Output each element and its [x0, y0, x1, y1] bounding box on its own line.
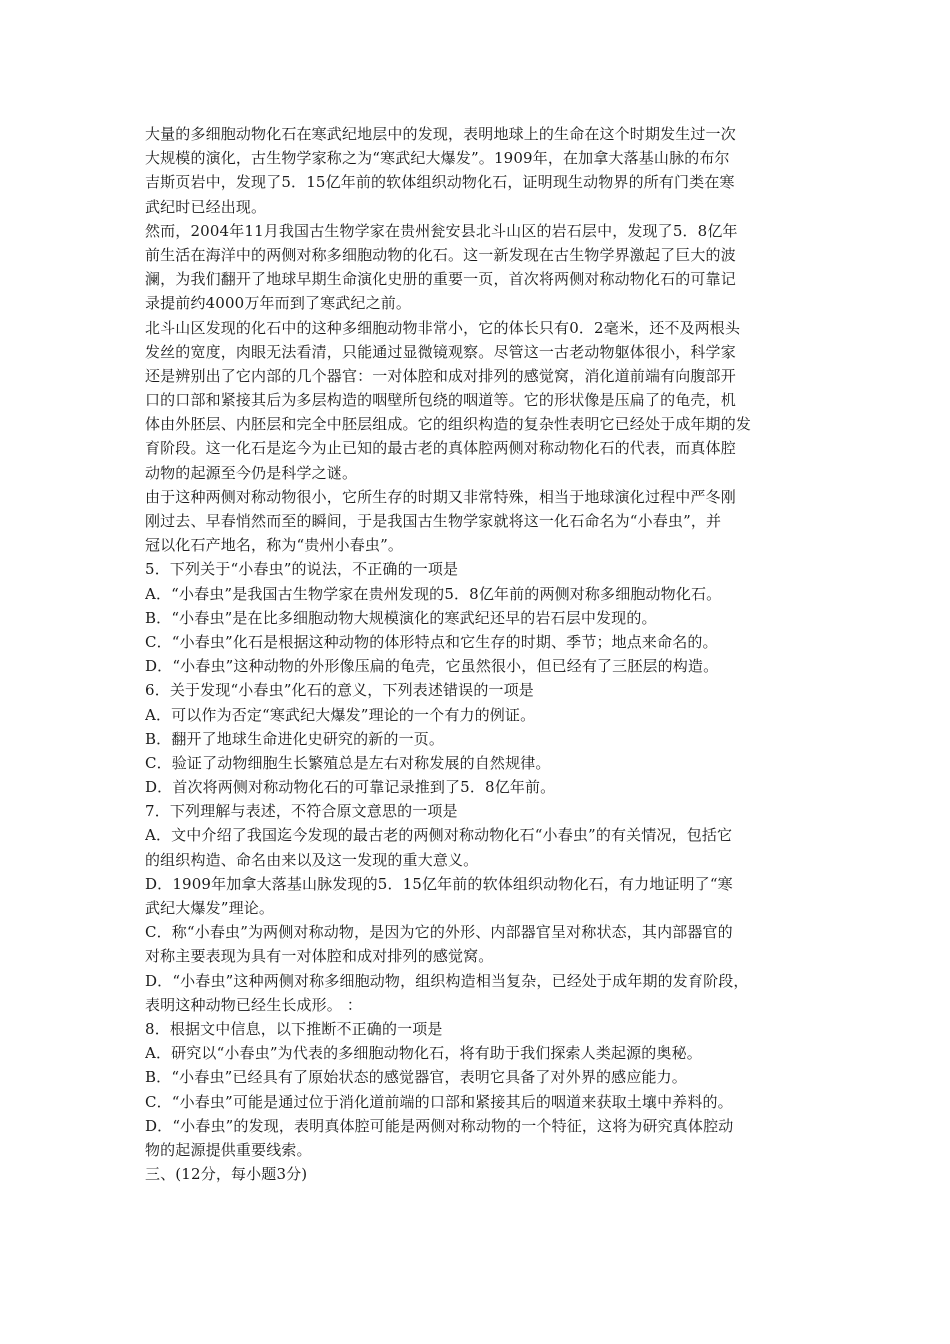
- passage-line: 北斗山区发现的化石中的这种多细胞动物非常小，它的体长只有0．2毫米，还不及两根头: [145, 318, 741, 337]
- question-7-option-d: D．“小春虫”这种两侧对称多细胞动物，组织构造相当复杂，已经处于成年期的发育阶段，: [145, 971, 749, 990]
- passage-line: 由于这种两侧对称动物很小，它所生存的时期又非常特殊，相当于地球演化过程中严冬刚: [145, 487, 736, 506]
- document-page: [145, 122, 813, 1186]
- question-8-option-d: D．“小春虫”的发现，表明真体腔可能是两侧对称动物的一个特征，这将为研究真体腔动: [145, 1116, 734, 1135]
- passage-line: 体由外胚层、内胚层和完全中胚层组成。它的组织构造的复杂性表明它已经处于成年期的发: [145, 415, 752, 434]
- passage-line: 然而，2004年11月我国古生物学家在贵州瓮安县北斗山区的岩石层中，发现了5．8亿年: [145, 221, 738, 240]
- passage-line: 刚过去、早春悄然而至的瞬间，于是我国古生物学家就将这一化石命名为“小春虫”，并: [145, 512, 722, 530]
- question-8-option-a: A．研究以“小春虫”为代表的多细胞动物化石，将有助于我们探索人类起源的奥秘。: [145, 1044, 702, 1063]
- passage-line: 大量的多细胞动物化石在寒武纪地层中的发现，表明地球上的生命在这个时期发生过一次: [145, 125, 736, 143]
- passage-line: 澜，为我们翻开了地球早期生命演化史册的重要一页，首次将两侧对称动物化石的可靠记: [145, 270, 736, 289]
- passage-line: 录提前约4000万年而到了寒武纪之前。: [145, 294, 412, 313]
- question-7-option-b: D．1909年加拿大落基山脉发现的5．15亿年前的软体组织动物化石，有力地证明了“寒: [145, 874, 733, 893]
- question-7-stem: 7．下列理解与表述，不符合原文意思的一项是: [145, 802, 458, 821]
- passage-line: 大规模的演化，古生物学家称之为“寒武纪大爆发”。1909年，在加拿大落基山脉的布尔: [145, 149, 730, 168]
- passage-line: 冠以化石产地名，称为“贵州小春虫”。: [145, 536, 404, 555]
- question-7-option-d-cont: 表明这种动物已经生长成形。 ：: [145, 995, 363, 1014]
- question-7-option-c: C．称“小春虫”为两侧对称动物，是因为它的外形、内部器官呈对称状态，其内部器官的: [145, 923, 733, 942]
- question-8-stem: 8．根据文中信息，以下推断不正确的一项是: [145, 1019, 443, 1038]
- questions: [145, 557, 813, 1186]
- question-6-option-a: A．可以作为否定“寒武纪大爆发”理论的一个有力的例证。: [145, 705, 536, 724]
- question-5-option-a: A．“小春虫”是我国古生物学家在贵州发现的5．8亿年前的两侧对称多细胞动物化石。: [145, 584, 722, 603]
- question-6-option-b: B．翻开了地球生命进化史研究的新的一页。: [145, 729, 445, 748]
- passage-line: 育阶段。这一化石是迄今为止已知的最古老的真体腔两侧对称动物化石的代表，而真体腔: [145, 439, 736, 458]
- question-7-option-b-cont: 武纪大爆发”理论。: [145, 899, 275, 917]
- passage-line: 动物的起源至今仍是科学之谜。: [145, 463, 358, 482]
- question-6-option-d: D．首次将两侧对称动物化石的可靠记录推到了5．8亿年前。: [145, 778, 556, 797]
- passage-line: 还是辨别出了它内部的几个器官：一对体腔和成对排列的感觉窝，消化道前端有向腹部开: [145, 366, 736, 385]
- question-7-option-a: A．文中介绍了我国迄今发现的最古老的两侧对称动物化石“小春虫”的有关情况，包括它: [145, 826, 733, 845]
- question-8-option-d-cont: 物的起源提供重要线索。: [145, 1140, 312, 1159]
- passage-line: 口的口部和紧接其后为多层构造的咽壁所包绕的咽道等。它的形状像是压扁了的龟壳，机: [145, 391, 736, 410]
- question-8-option-c: C．“小春虫”可能是通过位于消化道前端的口部和紧接其后的咽道来获取土壤中养料的。: [145, 1092, 733, 1111]
- question-7-option-a-cont: 的组织构造、命名由来以及这一发现的重大意义。: [145, 850, 479, 869]
- passage-line: 吉斯页岩中，发现了5．15亿年前的软体组织动物化石，证明现生动物界的所有门类在寒: [145, 173, 735, 192]
- passage-line: 发丝的宽度，肉眼无法看清，只能通过显微镜观察。尽管这一古老动物躯体很小，科学家: [145, 342, 736, 361]
- passage: [145, 122, 813, 557]
- question-8-option-b: B．“小春虫”已经具有了原始状态的感觉器官，表明它具备了对外界的感应能力。: [145, 1068, 687, 1087]
- question-6-stem: 6．关于发现“小春虫”化石的意义，下列表述错误的一项是: [145, 681, 534, 700]
- passage-line: 前生活在海洋中的两侧对称多细胞动物的化石。这一新发现在古生物学界激起了巨大的波: [145, 245, 736, 264]
- question-6-option-c: C．验证了动物细胞生长繁殖总是左右对称发展的自然规律。: [145, 753, 551, 772]
- question-5-option-c: C．“小春虫”化石是根据这种动物的体形特点和它生存的时期、季节；地点来命名的。: [145, 632, 718, 651]
- question-5-option-b: B．“小春虫”是在比多细胞动物大规模演化的寒武纪还早的岩石层中发现的。: [145, 608, 657, 627]
- section-three-heading: 三、(12分，每小题3分): [145, 1165, 308, 1184]
- question-7-option-c-cont: 对称主要表现为具有一对体腔和成对排列的感觉窝。: [145, 947, 494, 966]
- question-5-option-d: D．“小春虫”这种动物的外形像压扁的龟壳，它虽然很小，但已经有了三胚层的构造。: [145, 657, 719, 676]
- question-5-stem: 5．下列关于“小春虫”的说法，不正确的一项是: [145, 560, 459, 579]
- passage-line: 武纪时已经出现。: [145, 197, 267, 216]
